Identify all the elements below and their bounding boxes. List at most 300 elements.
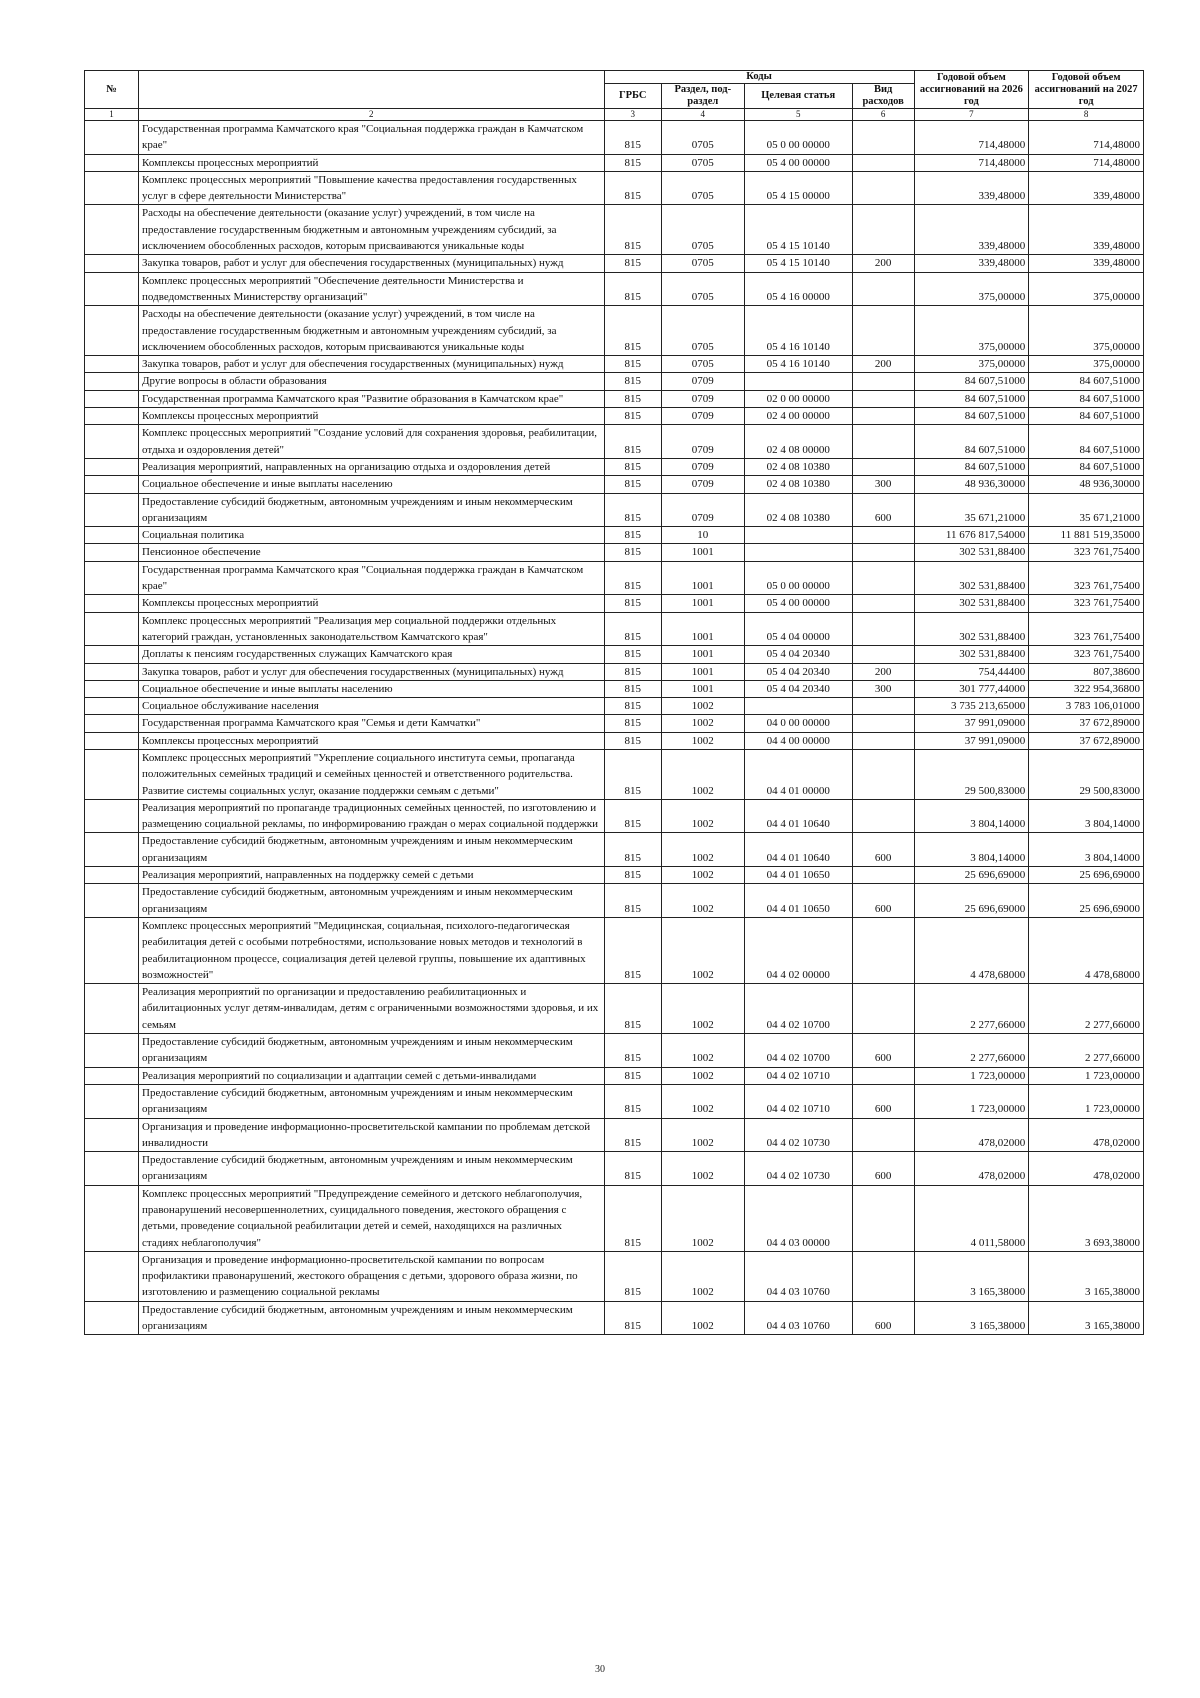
cell-volume-2026: 3 804,14000 xyxy=(914,799,1029,833)
cell-grbs: 815 xyxy=(604,612,661,646)
cell-section: 0705 xyxy=(661,356,744,373)
cell-expense-type: 600 xyxy=(852,884,914,918)
cell-row-number xyxy=(85,698,139,715)
cell-grbs: 815 xyxy=(604,1118,661,1152)
cell-target-article: 04 4 03 10760 xyxy=(744,1251,852,1301)
cell-volume-2027: 478,02000 xyxy=(1029,1118,1144,1152)
cell-expense-type xyxy=(852,595,914,612)
cell-expense-name: Государственная программа Камчатского края "Социальная поддержка граждан в Камчатском крае" xyxy=(139,121,605,155)
cell-grbs: 815 xyxy=(604,732,661,749)
header-target: Целевая статья xyxy=(744,84,852,109)
cell-volume-2026: 754,44400 xyxy=(914,663,1029,680)
cell-expense-name: Предоставление субсидий бюджетным, автономным учреждениям и иным некоммерческим организациям xyxy=(139,1152,605,1186)
cell-section: 1002 xyxy=(661,984,744,1034)
cell-volume-2027: 714,48000 xyxy=(1029,121,1144,155)
cell-volume-2027: 3 165,38000 xyxy=(1029,1301,1144,1335)
cell-expense-type xyxy=(852,698,914,715)
cell-volume-2027: 323 761,75400 xyxy=(1029,595,1144,612)
cell-expense-type xyxy=(852,154,914,171)
cell-section: 0709 xyxy=(661,425,744,459)
cell-expense-type xyxy=(852,917,914,983)
cell-volume-2026: 4 478,68000 xyxy=(914,917,1029,983)
cell-volume-2027: 35 671,21000 xyxy=(1029,493,1144,527)
cell-volume-2026: 84 607,51000 xyxy=(914,373,1029,390)
cell-section: 0705 xyxy=(661,205,744,255)
cell-expense-type: 600 xyxy=(852,1084,914,1118)
header-section: Раздел, под-раздел xyxy=(661,84,744,109)
cell-expense-name: Предоставление субсидий бюджетным, автономным учреждениям и иным некоммерческим организациям xyxy=(139,1034,605,1068)
cell-section: 1002 xyxy=(661,732,744,749)
cell-section: 1002 xyxy=(661,1084,744,1118)
header-grbs: ГРБС xyxy=(604,84,661,109)
cell-expense-type xyxy=(852,749,914,799)
cell-grbs: 815 xyxy=(604,171,661,205)
cell-row-number xyxy=(85,1084,139,1118)
cell-expense-name: Комплекс процессных мероприятий "Повышение качества предоставления государственных услуг в сфере деятельности Министерства" xyxy=(139,171,605,205)
cell-expense-type: 600 xyxy=(852,1301,914,1335)
cell-row-number xyxy=(85,680,139,697)
cell-volume-2026: 714,48000 xyxy=(914,154,1029,171)
cell-expense-name: Реализация мероприятий по организации и предоставлению реабилитационных и абилитационных услуг детям-инвалидам, детям с ограниченными возможностями здоровья, и их семьям xyxy=(139,984,605,1034)
cell-volume-2027: 37 672,89000 xyxy=(1029,715,1144,732)
cell-expense-name: Комплекс процессных мероприятий "Медицинская, социальная, психолого-педагогическая реабилитация детей с особыми потребностями, использование новых методов и технологий в реабилитационном процессе, социализация детей целевой группы, повышение их адаптивных возможностей" xyxy=(139,917,605,983)
cell-expense-type xyxy=(852,425,914,459)
cell-expense-type: 300 xyxy=(852,680,914,697)
cell-row-number xyxy=(85,390,139,407)
cell-section: 1001 xyxy=(661,663,744,680)
cell-volume-2026: 2 277,66000 xyxy=(914,984,1029,1034)
cell-grbs: 815 xyxy=(604,1084,661,1118)
cell-volume-2026: 29 500,83000 xyxy=(914,749,1029,799)
cell-target-article: 04 4 02 10710 xyxy=(744,1067,852,1084)
cell-expense-name: Предоставление субсидий бюджетным, автономным учреждениям и иным некоммерческим организациям xyxy=(139,833,605,867)
table-row xyxy=(85,984,1144,1034)
cell-volume-2026: 1 723,00000 xyxy=(914,1084,1029,1118)
cell-row-number xyxy=(85,493,139,527)
cell-expense-type xyxy=(852,646,914,663)
cell-volume-2027: 84 607,51000 xyxy=(1029,408,1144,425)
cell-grbs: 815 xyxy=(604,698,661,715)
cell-target-article: 05 0 00 00000 xyxy=(744,121,852,155)
cell-expense-name: Государственная программа Камчатского края "Семья и дети Камчатки" xyxy=(139,715,605,732)
cell-volume-2026: 302 531,88400 xyxy=(914,561,1029,595)
cell-row-number xyxy=(85,408,139,425)
cell-target-article: 02 4 08 10380 xyxy=(744,493,852,527)
cell-expense-name: Государственная программа Камчатского края "Развитие образования в Камчатском крае" xyxy=(139,390,605,407)
table-row xyxy=(85,493,1144,527)
table-row xyxy=(85,476,1144,493)
cell-volume-2027: 84 607,51000 xyxy=(1029,425,1144,459)
table-row xyxy=(85,425,1144,459)
cell-grbs: 815 xyxy=(604,984,661,1034)
cell-volume-2027: 807,38600 xyxy=(1029,663,1144,680)
cell-row-number xyxy=(85,799,139,833)
cell-row-number xyxy=(85,646,139,663)
cell-row-number xyxy=(85,306,139,356)
cell-row-number xyxy=(85,1067,139,1084)
cell-row-number xyxy=(85,749,139,799)
cell-expense-type xyxy=(852,544,914,561)
cell-expense-type xyxy=(852,373,914,390)
header-expense-type: Вид расходов xyxy=(852,84,914,109)
cell-target-article: 05 4 04 20340 xyxy=(744,663,852,680)
cell-volume-2027: 322 954,36800 xyxy=(1029,680,1144,697)
cell-target-article: 02 4 00 00000 xyxy=(744,408,852,425)
cell-target-article: 04 0 00 00000 xyxy=(744,715,852,732)
cell-expense-name: Предоставление субсидий бюджетным, автономным учреждениям и иным некоммерческим организациям xyxy=(139,884,605,918)
table-row xyxy=(85,121,1144,155)
cell-volume-2027: 323 761,75400 xyxy=(1029,646,1144,663)
cell-grbs: 815 xyxy=(604,255,661,272)
cell-section: 0709 xyxy=(661,373,744,390)
table-row xyxy=(85,1118,1144,1152)
cell-row-number xyxy=(85,1301,139,1335)
cell-target-article xyxy=(744,544,852,561)
cell-volume-2027: 2 277,66000 xyxy=(1029,984,1144,1034)
cell-grbs: 815 xyxy=(604,306,661,356)
cell-grbs: 815 xyxy=(604,884,661,918)
cell-volume-2026: 84 607,51000 xyxy=(914,408,1029,425)
cell-volume-2026: 301 777,44000 xyxy=(914,680,1029,697)
cell-section: 0705 xyxy=(661,255,744,272)
table-row xyxy=(85,698,1144,715)
cell-row-number xyxy=(85,121,139,155)
cell-grbs: 815 xyxy=(604,1185,661,1251)
cell-expense-type xyxy=(852,527,914,544)
cell-section: 1001 xyxy=(661,646,744,663)
cell-grbs: 815 xyxy=(604,1152,661,1186)
cell-row-number xyxy=(85,373,139,390)
cell-expense-name: Доплаты к пенсиям государственных служащих Камчатского края xyxy=(139,646,605,663)
table-row xyxy=(85,1152,1144,1186)
cell-volume-2026: 3 804,14000 xyxy=(914,833,1029,867)
cell-volume-2026: 25 696,69000 xyxy=(914,884,1029,918)
table-row xyxy=(85,732,1144,749)
table-row xyxy=(85,833,1144,867)
table-row xyxy=(85,1084,1144,1118)
cell-section: 0709 xyxy=(661,493,744,527)
cell-expense-name: Комплексы процессных мероприятий xyxy=(139,408,605,425)
cell-target-article: 04 4 01 10650 xyxy=(744,884,852,918)
cell-target-article: 05 0 00 00000 xyxy=(744,561,852,595)
cell-row-number xyxy=(85,715,139,732)
cell-row-number xyxy=(85,984,139,1034)
cell-section: 0705 xyxy=(661,272,744,306)
cell-grbs: 815 xyxy=(604,1034,661,1068)
cell-target-article xyxy=(744,527,852,544)
table-row xyxy=(85,527,1144,544)
cell-volume-2026: 48 936,30000 xyxy=(914,476,1029,493)
table-row xyxy=(85,205,1144,255)
header-name xyxy=(139,71,605,109)
cell-grbs: 815 xyxy=(604,121,661,155)
table-row xyxy=(85,390,1144,407)
cell-expense-name: Комплекс процессных мероприятий "Обеспечение деятельности Министерства и подведомственных Министерству организаций" xyxy=(139,272,605,306)
cell-expense-name: Предоставление субсидий бюджетным, автономным учреждениям и иным некоммерческим организациям xyxy=(139,1084,605,1118)
cell-expense-name: Закупка товаров, работ и услуг для обеспечения государственных (муниципальных) нужд xyxy=(139,663,605,680)
cell-volume-2027: 323 761,75400 xyxy=(1029,612,1144,646)
cell-row-number xyxy=(85,356,139,373)
cell-volume-2026: 25 696,69000 xyxy=(914,867,1029,884)
cell-volume-2027: 3 693,38000 xyxy=(1029,1185,1144,1251)
cell-section: 1002 xyxy=(661,867,744,884)
cell-volume-2027: 84 607,51000 xyxy=(1029,390,1144,407)
cell-section: 0709 xyxy=(661,408,744,425)
cell-grbs: 815 xyxy=(604,356,661,373)
col-number: 8 xyxy=(1029,109,1144,121)
cell-row-number xyxy=(85,917,139,983)
cell-grbs: 815 xyxy=(604,1067,661,1084)
cell-volume-2027: 714,48000 xyxy=(1029,154,1144,171)
cell-expense-name: Комплекс процессных мероприятий "Создание условий для сохранения здоровья, реабилитации, отдыха и оздоровления детей" xyxy=(139,425,605,459)
cell-target-article: 04 4 02 00000 xyxy=(744,917,852,983)
cell-volume-2027: 375,00000 xyxy=(1029,306,1144,356)
cell-row-number xyxy=(85,1152,139,1186)
cell-target-article: 02 4 08 10380 xyxy=(744,458,852,475)
cell-target-article: 02 0 00 00000 xyxy=(744,390,852,407)
cell-grbs: 815 xyxy=(604,476,661,493)
cell-expense-name: Социальное обслуживание населения xyxy=(139,698,605,715)
cell-row-number xyxy=(85,1251,139,1301)
cell-expense-type xyxy=(852,799,914,833)
cell-grbs: 815 xyxy=(604,272,661,306)
cell-section: 1002 xyxy=(661,1118,744,1152)
cell-target-article: 05 4 16 10140 xyxy=(744,356,852,373)
cell-expense-name: Социальное обеспечение и иные выплаты населению xyxy=(139,476,605,493)
cell-expense-name: Реализация мероприятий, направленных на организацию отдыха и оздоровления детей xyxy=(139,458,605,475)
cell-target-article: 04 4 02 10730 xyxy=(744,1152,852,1186)
cell-row-number xyxy=(85,171,139,205)
cell-section: 1001 xyxy=(661,612,744,646)
table-row xyxy=(85,884,1144,918)
cell-expense-name: Социальное обеспечение и иные выплаты населению xyxy=(139,680,605,697)
cell-expense-type xyxy=(852,984,914,1034)
cell-expense-type xyxy=(852,1118,914,1152)
cell-expense-type xyxy=(852,306,914,356)
cell-expense-type xyxy=(852,272,914,306)
cell-volume-2027: 478,02000 xyxy=(1029,1152,1144,1186)
col-number: 3 xyxy=(604,109,661,121)
cell-grbs: 815 xyxy=(604,205,661,255)
table-body xyxy=(85,121,1144,1335)
cell-grbs: 815 xyxy=(604,458,661,475)
header-num: № xyxy=(85,71,139,109)
cell-section: 10 xyxy=(661,527,744,544)
cell-section: 0705 xyxy=(661,306,744,356)
table-row xyxy=(85,272,1144,306)
cell-expense-name: Предоставление субсидий бюджетным, автономным учреждениям и иным некоммерческим организациям xyxy=(139,493,605,527)
cell-volume-2026: 3 165,38000 xyxy=(914,1251,1029,1301)
cell-row-number xyxy=(85,663,139,680)
cell-expense-type xyxy=(852,408,914,425)
cell-volume-2026: 339,48000 xyxy=(914,205,1029,255)
cell-volume-2026: 4 011,58000 xyxy=(914,1185,1029,1251)
cell-volume-2026: 37 991,09000 xyxy=(914,715,1029,732)
cell-grbs: 815 xyxy=(604,715,661,732)
column-number-row xyxy=(85,109,1144,121)
cell-volume-2027: 84 607,51000 xyxy=(1029,458,1144,475)
cell-volume-2027: 25 696,69000 xyxy=(1029,884,1144,918)
table-row xyxy=(85,663,1144,680)
cell-target-article: 05 4 04 00000 xyxy=(744,612,852,646)
cell-row-number xyxy=(85,255,139,272)
cell-volume-2026: 3 165,38000 xyxy=(914,1301,1029,1335)
cell-expense-type: 200 xyxy=(852,255,914,272)
cell-row-number xyxy=(85,272,139,306)
cell-volume-2026: 339,48000 xyxy=(914,171,1029,205)
cell-target-article: 04 4 03 00000 xyxy=(744,1185,852,1251)
cell-expense-type xyxy=(852,561,914,595)
cell-expense-name: Комплексы процессных мероприятий xyxy=(139,732,605,749)
cell-row-number xyxy=(85,527,139,544)
table-row xyxy=(85,373,1144,390)
cell-volume-2027: 4 478,68000 xyxy=(1029,917,1144,983)
cell-target-article: 04 4 01 00000 xyxy=(744,749,852,799)
cell-volume-2027: 48 936,30000 xyxy=(1029,476,1144,493)
cell-expense-name: Закупка товаров, работ и услуг для обеспечения государственных (муниципальных) нужд xyxy=(139,356,605,373)
cell-volume-2026: 37 991,09000 xyxy=(914,732,1029,749)
cell-volume-2027: 1 723,00000 xyxy=(1029,1084,1144,1118)
cell-section: 1002 xyxy=(661,799,744,833)
cell-grbs: 815 xyxy=(604,646,661,663)
cell-volume-2027: 84 607,51000 xyxy=(1029,373,1144,390)
document-sheet xyxy=(84,70,1144,1335)
table-row xyxy=(85,799,1144,833)
cell-expense-type: 600 xyxy=(852,493,914,527)
cell-grbs: 815 xyxy=(604,917,661,983)
table-header xyxy=(85,71,1144,121)
cell-section: 1002 xyxy=(661,1067,744,1084)
cell-target-article: 05 4 04 20340 xyxy=(744,680,852,697)
cell-target-article: 04 4 01 10640 xyxy=(744,799,852,833)
cell-volume-2026: 2 277,66000 xyxy=(914,1034,1029,1068)
col-number: 5 xyxy=(744,109,852,121)
cell-expense-type xyxy=(852,612,914,646)
cell-grbs: 815 xyxy=(604,373,661,390)
cell-expense-type: 600 xyxy=(852,833,914,867)
cell-volume-2026: 714,48000 xyxy=(914,121,1029,155)
cell-expense-name: Организация и проведение информационно-просветительской кампании по вопросам профилактики правонарушений, жестокого обращения с детьми, здорового образа жизни, по изготовлению и размещению социальной рекламы xyxy=(139,1251,605,1301)
table-row xyxy=(85,171,1144,205)
cell-grbs: 815 xyxy=(604,408,661,425)
cell-section: 1001 xyxy=(661,561,744,595)
cell-volume-2027: 339,48000 xyxy=(1029,205,1144,255)
cell-volume-2026: 302 531,88400 xyxy=(914,544,1029,561)
cell-expense-name: Расходы на обеспечение деятельности (оказание услуг) учреждений, в том числе на предоставление государственным бюджетным и автономным учреждениям субсидий, за исключением обособленных расходов, которым присваиваются уникальные коды xyxy=(139,205,605,255)
cell-section: 1002 xyxy=(661,1251,744,1301)
cell-row-number xyxy=(85,544,139,561)
table-row xyxy=(85,680,1144,697)
cell-grbs: 815 xyxy=(604,1301,661,1335)
cell-target-article: 04 4 02 10730 xyxy=(744,1118,852,1152)
cell-grbs: 815 xyxy=(604,527,661,544)
cell-volume-2027: 11 881 519,35000 xyxy=(1029,527,1144,544)
table-row xyxy=(85,595,1144,612)
cell-target-article: 04 4 02 10700 xyxy=(744,984,852,1034)
cell-expense-name: Другие вопросы в области образования xyxy=(139,373,605,390)
table-row xyxy=(85,544,1144,561)
cell-section: 0705 xyxy=(661,154,744,171)
cell-section: 0705 xyxy=(661,171,744,205)
cell-expense-type: 200 xyxy=(852,663,914,680)
cell-volume-2026: 84 607,51000 xyxy=(914,458,1029,475)
cell-target-article: 05 4 15 10140 xyxy=(744,205,852,255)
table-row xyxy=(85,408,1144,425)
cell-target-article xyxy=(744,698,852,715)
cell-volume-2026: 302 531,88400 xyxy=(914,646,1029,663)
cell-volume-2026: 1 723,00000 xyxy=(914,1067,1029,1084)
cell-expense-type xyxy=(852,205,914,255)
col-number: 2 xyxy=(139,109,605,121)
cell-expense-type xyxy=(852,458,914,475)
cell-grbs: 815 xyxy=(604,493,661,527)
cell-volume-2027: 29 500,83000 xyxy=(1029,749,1144,799)
cell-section: 0705 xyxy=(661,121,744,155)
cell-volume-2027: 375,00000 xyxy=(1029,272,1144,306)
cell-grbs: 815 xyxy=(604,595,661,612)
cell-row-number xyxy=(85,1034,139,1068)
cell-row-number xyxy=(85,612,139,646)
cell-volume-2027: 3 783 106,01000 xyxy=(1029,698,1144,715)
cell-section: 0709 xyxy=(661,458,744,475)
table-row xyxy=(85,1067,1144,1084)
table-row xyxy=(85,1251,1144,1301)
cell-volume-2026: 11 676 817,54000 xyxy=(914,527,1029,544)
cell-expense-name: Реализация мероприятий, направленных на поддержку семей с детьми xyxy=(139,867,605,884)
cell-grbs: 815 xyxy=(604,425,661,459)
cell-expense-name: Комплексы процессных мероприятий xyxy=(139,154,605,171)
cell-row-number xyxy=(85,732,139,749)
cell-expense-name: Комплекс процессных мероприятий "Укрепление социального института семьи, пропаганда положительных семейных традиций и семейных ценностей и ответственного родительства. Развитие системы социальных услуг, оказание поддержки семьям с детьми" xyxy=(139,749,605,799)
cell-grbs: 815 xyxy=(604,749,661,799)
cell-grbs: 815 xyxy=(604,867,661,884)
table-row xyxy=(85,715,1144,732)
table-row xyxy=(85,1301,1144,1335)
cell-target-article: 05 4 00 00000 xyxy=(744,154,852,171)
cell-grbs: 815 xyxy=(604,799,661,833)
cell-expense-name: Государственная программа Камчатского края "Социальная поддержка граждан в Камчатском крае" xyxy=(139,561,605,595)
cell-expense-type xyxy=(852,1185,914,1251)
table-row xyxy=(85,356,1144,373)
cell-target-article: 04 4 02 10700 xyxy=(744,1034,852,1068)
table-row xyxy=(85,306,1144,356)
cell-row-number xyxy=(85,867,139,884)
cell-volume-2026: 84 607,51000 xyxy=(914,425,1029,459)
cell-volume-2027: 3 804,14000 xyxy=(1029,799,1144,833)
cell-volume-2026: 478,02000 xyxy=(914,1118,1029,1152)
col-number: 1 xyxy=(85,109,139,121)
cell-row-number xyxy=(85,476,139,493)
cell-volume-2027: 323 761,75400 xyxy=(1029,544,1144,561)
cell-target-article: 05 4 16 00000 xyxy=(744,272,852,306)
cell-volume-2026: 302 531,88400 xyxy=(914,595,1029,612)
cell-section: 0709 xyxy=(661,476,744,493)
cell-expense-type xyxy=(852,732,914,749)
cell-target-article: 04 4 02 10710 xyxy=(744,1084,852,1118)
cell-section: 1001 xyxy=(661,544,744,561)
cell-expense-name: Комплексы процессных мероприятий xyxy=(139,595,605,612)
cell-row-number xyxy=(85,833,139,867)
table-row xyxy=(85,612,1144,646)
cell-target-article: 02 4 08 00000 xyxy=(744,425,852,459)
cell-grbs: 815 xyxy=(604,544,661,561)
cell-expense-name: Предоставление субсидий бюджетным, автономным учреждениям и иным некоммерческим организациям xyxy=(139,1301,605,1335)
cell-row-number xyxy=(85,154,139,171)
cell-expense-type xyxy=(852,1067,914,1084)
cell-volume-2027: 375,00000 xyxy=(1029,356,1144,373)
cell-target-article: 02 4 08 10380 xyxy=(744,476,852,493)
cell-expense-type: 300 xyxy=(852,476,914,493)
